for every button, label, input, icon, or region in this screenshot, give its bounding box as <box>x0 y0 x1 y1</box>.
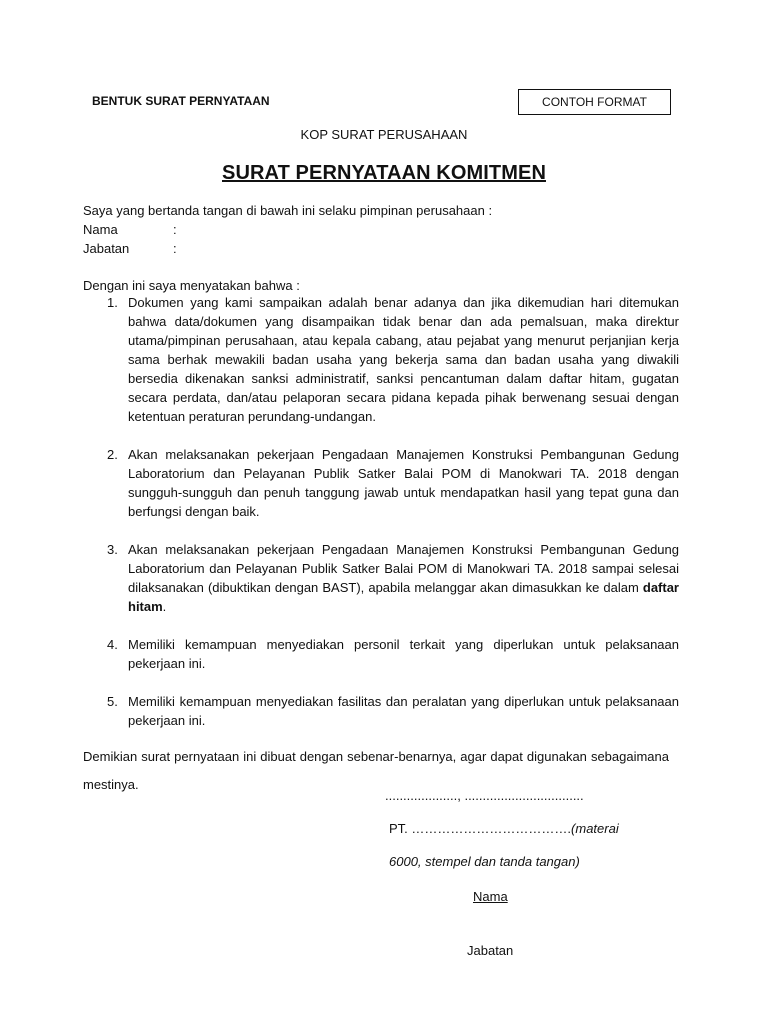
intro-line: Saya yang bertanda tangan di bawah ini selaku pimpinan perusahaan : <box>83 203 493 218</box>
list-item <box>107 635 679 673</box>
list-item <box>107 540 679 616</box>
field-nama <box>83 220 177 239</box>
format-box <box>518 89 671 115</box>
commitment-list <box>107 293 679 749</box>
field-jabatan-label: Jabatan <box>83 241 130 256</box>
field-nama-label: Nama <box>83 222 118 237</box>
list-item-text: Dokumen yang kami sampaikan adalah benar adanya dan jika dikemudian hari ditemukan bahwa data/dokumen yang disampaikan tidak benar dan ada pemalsuan, maka direktur utama/pimpinan perusahaan, atau kepala cabang, atau pejabat yang menurut perjanjian kerja sama berhak mewakili badan usaha yang bekerja sama dan badan usaha yang diwakili bersedia dikenakan sanksi administratif, sanksi pencantuman dalam daftar hitam, gugatan secara perdata, dan/atau pelaporan secara pidana kepada pihak berwenang sesuai dengan ketentuan peraturan perundang-undangan. <box>128 295 679 424</box>
closing-paragraph: Demikian surat pernyataan ini dibuat dengan sebenar-benarnya, agar dapat digunakan sebagaimana mestinya. <box>83 749 669 792</box>
list-item <box>107 445 679 521</box>
format-box-label: CONTOH FORMAT <box>542 95 647 109</box>
list-item-number: 4. <box>107 637 118 652</box>
materai-note-start: (materai <box>571 821 619 836</box>
field-jabatan-separator: : <box>173 241 177 256</box>
field-jabatan <box>83 239 177 258</box>
list-item-text: Memiliki kemampuan menyediakan fasilitas dan peralatan yang diperlukan untuk pelaksanaan pekerjaan ini. <box>128 694 679 728</box>
signatory-name: Nama <box>473 889 508 904</box>
list-item-text: Akan melaksanakan pekerjaan Pengadaan Manajemen Konstruksi Pembangunan Gedung Laboratorium dan Pelayanan Publik Satker Balai POM di Manokwari TA. 2018 sampai selesai dilaksanakan (dibuktikan dengan BAST), apabila melanggar akan dimasukkan ke dalam <box>128 542 679 595</box>
list-item-number: 5. <box>107 694 118 709</box>
materai-note: 6000, stempel dan tanda tangan) <box>389 854 580 869</box>
company-name-line <box>389 821 619 836</box>
company-prefix: PT. <box>389 821 412 836</box>
company-letterhead-placeholder: KOP SURAT PERUSAHAAN <box>300 127 468 142</box>
place-date-line: ...................., ................................. <box>385 788 584 803</box>
list-item-number: 1. <box>107 295 118 310</box>
signatory-position: Jabatan <box>467 943 514 958</box>
form-type-label: BENTUK SURAT PERNYATAAN <box>92 94 270 108</box>
list-item-text: Akan melaksanakan pekerjaan Pengadaan Manajemen Konstruksi Pembangunan Gedung Laboratorium dan Pelayanan Publik Satker Balai POM di Manokwari TA. 2018 dengan sungguh-sungguh dan penuh tanggung jawab untuk mendapatkan hasil yang tepat guna dan berfungsi dengan baik. <box>128 447 679 519</box>
list-item-tail: . <box>162 599 167 614</box>
list-item-text: Memiliki kemampuan menyediakan personil terkait yang diperlukan untuk pelaksanaan pekerjaan ini. <box>128 637 679 671</box>
list-item <box>107 692 679 730</box>
document-title: SURAT PERNYATAAN KOMITMEN <box>222 162 546 184</box>
blacklist-term: daftar hitam <box>128 580 679 614</box>
statement-lead: Dengan ini saya menyatakan bahwa : <box>83 278 300 293</box>
company-dots: ………………………………. <box>411 821 572 836</box>
list-item-number: 2. <box>107 447 118 462</box>
list-item <box>107 293 679 426</box>
field-nama-separator: : <box>173 222 177 237</box>
list-item-number: 3. <box>107 542 118 557</box>
